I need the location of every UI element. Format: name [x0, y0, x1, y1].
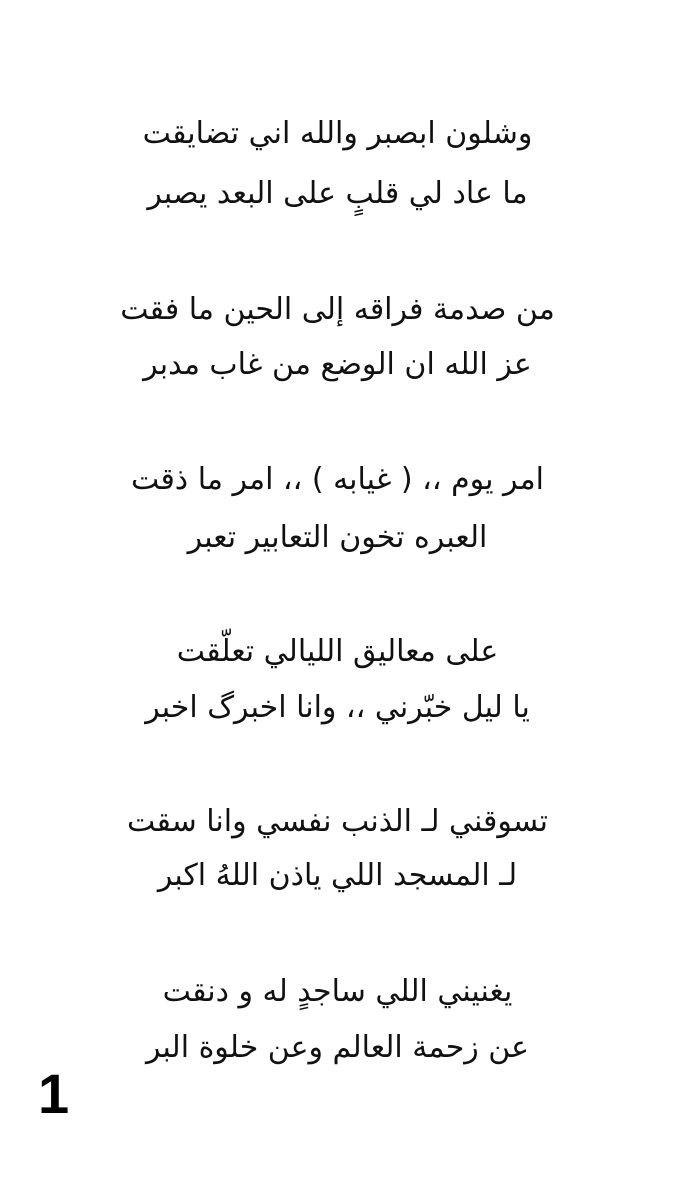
poem-line: امر يوم ،، ( غيابه ) ،، امر ما ذقت: [131, 462, 544, 497]
poem-line: يغنيني اللي ساجدٍ له و دنقت: [162, 974, 513, 1009]
poem-line: عز الله ان الوضع من غاب مدبر: [143, 347, 532, 382]
poem-line: وشلون ابصبر والله اني تضايقت: [142, 116, 533, 151]
poem-line: تسوقني لـ الذنب نفسي وانا سقت: [126, 804, 549, 839]
page-number: 1: [38, 1062, 70, 1125]
poem-line: عن زحمة العالم وعن خلوة البر: [145, 1030, 530, 1065]
poem-line: ما عاد لي قلبٍ على البعد يصبر: [147, 176, 528, 211]
poem-line: العبره تخون التعابير تعبر: [187, 520, 488, 555]
poem-line: لـ المسجد اللي ياذن اللهُ اكبر: [157, 858, 518, 893]
poem-line: يا ليل خبّرني ،، وانا اخبرگ اخبر: [145, 690, 530, 725]
poem-line: على معاليق الليالي تعلّقت: [176, 634, 499, 669]
poem-line: من صدمة فراقه إلى الحين ما فقت: [120, 292, 555, 327]
